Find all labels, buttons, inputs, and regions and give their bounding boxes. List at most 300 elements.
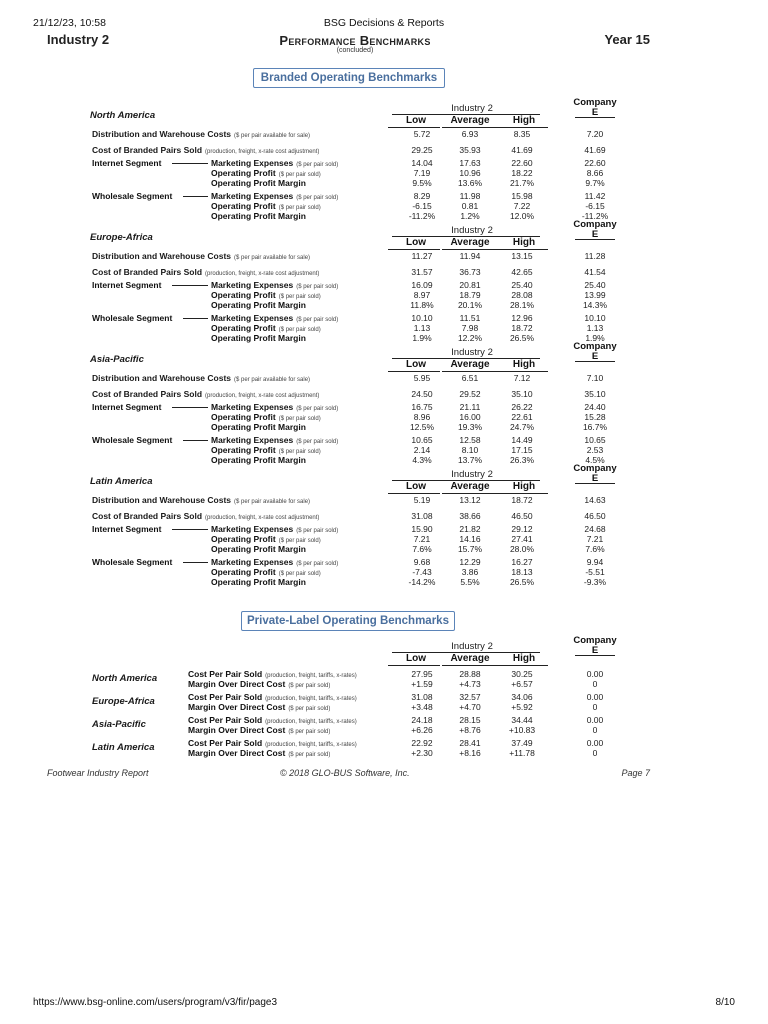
col-company-header: Company xyxy=(573,97,617,108)
value-high: 34.44 xyxy=(511,715,533,725)
cost-per-pair-label xyxy=(188,738,357,748)
value-high: 29.12 xyxy=(511,524,533,534)
operating-profit-label xyxy=(211,290,321,300)
report-footer-copyright: © 2018 GLO-BUS Software, Inc. xyxy=(280,768,410,778)
value-company: 24.68 xyxy=(584,524,606,534)
col-high-header: High xyxy=(512,653,536,664)
value-average: +4.70 xyxy=(459,702,481,712)
cost-pairs-sold-label-note: (production, freight, x-rate cost adjustment) xyxy=(205,149,320,155)
value-low: 11.27 xyxy=(411,251,433,261)
value-average: 12.29 xyxy=(459,557,481,567)
value-average: 13.6% xyxy=(457,178,483,188)
cost-pairs-sold-label-note: (production, freight, x-rate cost adjustment) xyxy=(205,271,320,277)
segment-connector xyxy=(172,529,208,530)
value-company: 14.63 xyxy=(584,495,606,505)
internet-segment-label: Internet Segment xyxy=(92,402,162,412)
col-average-header: Average xyxy=(450,481,490,492)
value-low: 5.72 xyxy=(413,129,431,139)
value-average: 6.51 xyxy=(461,373,479,383)
value-company: -11.2% xyxy=(581,211,609,221)
operating-profit-label-note: ($ per pair sold) xyxy=(278,416,321,422)
value-company: 0 xyxy=(592,725,598,735)
distribution-costs-label xyxy=(92,373,310,383)
marketing-expenses-label xyxy=(211,557,338,567)
marketing-expenses-label xyxy=(211,435,338,445)
value-low: -11.2% xyxy=(408,211,436,221)
marketing-expenses-label-note: ($ per pair sold) xyxy=(296,317,339,323)
value-average: 29.52 xyxy=(459,389,481,399)
cost-pairs-sold-label-text: Cost of Branded Pairs Sold xyxy=(92,511,203,521)
distribution-costs-label xyxy=(92,251,310,261)
operating-profit-label-note: ($ per pair sold) xyxy=(278,172,321,178)
value-high: 7.12 xyxy=(513,373,531,383)
col-group-label: Industry 2 xyxy=(451,225,493,236)
col-company-underline xyxy=(575,483,615,484)
col-header-underline xyxy=(442,127,500,128)
col-header-underline xyxy=(388,371,440,372)
region-title: Latin America xyxy=(90,476,153,487)
distribution-costs-label xyxy=(92,129,310,139)
region-title: Asia-Pacific xyxy=(92,719,146,730)
value-low: +1.59 xyxy=(411,679,433,689)
marketing-expenses-label xyxy=(211,402,338,412)
marketing-expenses-label xyxy=(211,191,338,201)
value-high: 12.96 xyxy=(511,313,533,323)
value-low: -6.15 xyxy=(412,201,432,211)
col-company-underline xyxy=(575,361,615,362)
value-low: 4.3% xyxy=(412,455,432,465)
value-low: 31.08 xyxy=(411,511,433,521)
value-average: 28.88 xyxy=(459,669,481,679)
value-low: 22.92 xyxy=(411,738,433,748)
col-company-underline xyxy=(575,655,615,656)
value-low: 29.25 xyxy=(411,145,433,155)
value-average: 1.2% xyxy=(460,211,480,221)
value-company: 10.10 xyxy=(584,313,606,323)
value-low: 16.09 xyxy=(411,280,433,290)
value-high: 42.65 xyxy=(511,267,533,277)
value-low: 27.95 xyxy=(411,669,433,679)
operating-profit-label-text: Operating Profit xyxy=(211,323,276,333)
value-average: 38.66 xyxy=(459,511,481,521)
value-average: +8.16 xyxy=(459,748,481,758)
operating-profit-label-text: Operating Profit xyxy=(211,412,276,422)
margin-direct-cost-label-note: ($ per pair sold) xyxy=(288,729,331,735)
marketing-expenses-label-text: Marketing Expenses xyxy=(211,191,294,201)
region-title: Europe-Africa xyxy=(92,696,155,707)
value-high: 12.0% xyxy=(509,211,535,221)
operating-margin-label-text: Operating Profit Margin xyxy=(211,544,306,554)
distribution-costs-label-note: ($ per pair available for sale) xyxy=(234,377,311,383)
value-low: -14.2% xyxy=(408,577,436,587)
branded-section-title: Branded Operating Benchmarks xyxy=(253,68,445,88)
operating-margin-label-text: Operating Profit Margin xyxy=(211,300,306,310)
value-average: 3.86 xyxy=(461,567,479,577)
value-high: 28.0% xyxy=(509,544,535,554)
value-company: 0.00 xyxy=(586,738,604,748)
operating-profit-label xyxy=(211,201,321,211)
value-high: 22.60 xyxy=(511,158,533,168)
value-average: 21.82 xyxy=(459,524,481,534)
value-low: 7.19 xyxy=(413,168,431,178)
value-low: 10.10 xyxy=(411,313,433,323)
col-low-header: Low xyxy=(406,481,426,492)
value-company: 11.28 xyxy=(584,251,606,261)
margin-direct-cost-label xyxy=(188,725,330,735)
value-low: 31.57 xyxy=(411,267,433,277)
margin-direct-cost-label xyxy=(188,679,330,689)
operating-profit-label-text: Operating Profit xyxy=(211,290,276,300)
value-low: 9.68 xyxy=(413,557,431,567)
value-high: 37.49 xyxy=(511,738,533,748)
value-company: 0.00 xyxy=(586,715,604,725)
value-average: 5.5% xyxy=(460,577,480,587)
distribution-costs-label-text: Distribution and Warehouse Costs xyxy=(92,129,232,139)
value-average: 28.15 xyxy=(459,715,481,725)
value-company: 7.20 xyxy=(586,129,604,139)
marketing-expenses-label xyxy=(211,524,338,534)
cost-pairs-sold-label xyxy=(92,389,319,399)
cost-per-pair-label-text: Cost Per Pair Sold xyxy=(188,669,263,679)
value-company: 9.7% xyxy=(585,178,605,188)
col-header-underline xyxy=(442,493,500,494)
value-high: 27.41 xyxy=(511,534,533,544)
cost-per-pair-label-note: (production, freight, tariffs, x-rates) xyxy=(265,673,357,679)
value-high: +11.78 xyxy=(509,748,535,758)
distribution-costs-label-note: ($ per pair available for sale) xyxy=(234,133,311,139)
report-subtitle: (concluded) xyxy=(336,47,374,54)
col-header-underline xyxy=(442,249,500,250)
value-average: 36.73 xyxy=(459,267,481,277)
value-high: 18.22 xyxy=(511,168,533,178)
operating-profit-label-note: ($ per pair sold) xyxy=(278,327,321,333)
col-header-underline xyxy=(388,493,440,494)
margin-direct-cost-label xyxy=(188,748,330,758)
value-high: 16.27 xyxy=(511,557,533,567)
col-header-underline xyxy=(500,127,548,128)
value-high: 21.7% xyxy=(509,178,535,188)
col-header-underline xyxy=(500,371,548,372)
col-company-id: E xyxy=(591,473,599,484)
operating-profit-label-text: Operating Profit xyxy=(211,534,276,544)
value-high: 26.5% xyxy=(509,577,535,587)
col-company-underline xyxy=(575,239,615,240)
value-high: 24.7% xyxy=(509,422,535,432)
col-header-underline xyxy=(442,371,500,372)
value-high: 26.22 xyxy=(511,402,533,412)
col-average-header: Average xyxy=(450,359,490,370)
value-average: 32.57 xyxy=(459,692,481,702)
value-average: 13.12 xyxy=(459,495,481,505)
report-footer-left: Footwear Industry Report xyxy=(47,768,149,778)
operating-margin-label xyxy=(211,211,306,221)
col-group-label: Industry 2 xyxy=(451,347,493,358)
col-high-header: High xyxy=(512,115,536,126)
cost-pairs-sold-label-note: (production, freight, x-rate cost adjustment) xyxy=(205,393,320,399)
region-title: Asia-Pacific xyxy=(90,354,144,365)
cost-pairs-sold-label xyxy=(92,145,319,155)
report-footer-page: Page 7 xyxy=(621,768,650,778)
col-company-id: E xyxy=(591,645,599,656)
value-low: 24.50 xyxy=(411,389,433,399)
value-company: 0 xyxy=(592,748,598,758)
operating-profit-label-note: ($ per pair sold) xyxy=(278,449,321,455)
col-group-label: Industry 2 xyxy=(451,641,493,652)
value-average: +4.73 xyxy=(459,679,481,689)
value-high: 8.35 xyxy=(513,129,531,139)
value-average: 35.93 xyxy=(459,145,481,155)
value-low: 15.90 xyxy=(411,524,433,534)
distribution-costs-label-text: Distribution and Warehouse Costs xyxy=(92,373,232,383)
cost-per-pair-label-text: Cost Per Pair Sold xyxy=(188,738,263,748)
value-high: 18.72 xyxy=(511,495,533,505)
value-company: 0 xyxy=(592,702,598,712)
col-high-header: High xyxy=(512,359,536,370)
value-average: 16.00 xyxy=(459,412,481,422)
marketing-expenses-label-note: ($ per pair sold) xyxy=(296,406,339,412)
distribution-costs-label-note: ($ per pair available for sale) xyxy=(234,255,311,261)
value-low: 31.08 xyxy=(411,692,433,702)
operating-margin-label xyxy=(211,333,306,343)
value-high: 26.5% xyxy=(509,333,535,343)
value-low: 24.18 xyxy=(411,715,433,725)
cost-pairs-sold-label-text: Cost of Branded Pairs Sold xyxy=(92,145,203,155)
col-average-header: Average xyxy=(450,237,490,248)
value-company: 0 xyxy=(592,679,598,689)
value-company: -5.51 xyxy=(585,567,605,577)
industry-label: Industry 2 xyxy=(47,32,110,47)
marketing-expenses-label-text: Marketing Expenses xyxy=(211,402,294,412)
operating-margin-label xyxy=(211,544,306,554)
operating-profit-label-note: ($ per pair sold) xyxy=(278,538,321,544)
marketing-expenses-label-note: ($ per pair sold) xyxy=(296,162,339,168)
value-low: 7.21 xyxy=(413,534,431,544)
cost-per-pair-label-note: (production, freight, tariffs, x-rates) xyxy=(265,696,357,702)
value-company: 11.42 xyxy=(584,191,606,201)
value-low: 7.6% xyxy=(412,544,432,554)
value-company: 0.00 xyxy=(586,692,604,702)
value-company: 14.3% xyxy=(582,300,608,310)
value-high: +5.92 xyxy=(511,702,533,712)
value-low: 8.97 xyxy=(413,290,431,300)
print-page-count: 8/10 xyxy=(715,997,735,1008)
col-low-header: Low xyxy=(406,237,426,248)
print-url: https://www.bsg-online.com/users/program/v3/fir/page3 xyxy=(33,997,277,1008)
value-high: 25.40 xyxy=(511,280,533,290)
operating-profit-label-text: Operating Profit xyxy=(211,168,276,178)
cost-pairs-sold-label-note: (production, freight, x-rate cost adjustment) xyxy=(205,515,320,521)
col-header-underline xyxy=(388,665,440,666)
report-title: Performance Benchmarks xyxy=(279,33,431,48)
marketing-expenses-label-text: Marketing Expenses xyxy=(211,313,294,323)
value-company: 25.40 xyxy=(584,280,606,290)
print-datetime: 21/12/23, 10:58 xyxy=(33,17,106,29)
margin-direct-cost-label xyxy=(188,702,330,712)
col-company-header: Company xyxy=(573,463,617,474)
value-low: +3.48 xyxy=(411,702,433,712)
operating-margin-label xyxy=(211,178,306,188)
region-title: North America xyxy=(90,110,156,121)
col-high-header: High xyxy=(512,237,536,248)
value-company: 8.66 xyxy=(586,168,604,178)
value-company: 0.00 xyxy=(586,669,604,679)
value-high: 35.10 xyxy=(511,389,533,399)
wholesale-segment-label: Wholesale Segment xyxy=(92,435,173,445)
operating-profit-label-text: Operating Profit xyxy=(211,445,276,455)
value-low: 9.5% xyxy=(412,178,432,188)
value-high: 26.3% xyxy=(509,455,535,465)
value-low: 8.96 xyxy=(413,412,431,422)
operating-profit-label xyxy=(211,323,321,333)
value-average: 15.7% xyxy=(457,544,483,554)
marketing-expenses-label-note: ($ per pair sold) xyxy=(296,561,339,567)
cost-pairs-sold-label-text: Cost of Branded Pairs Sold xyxy=(92,389,203,399)
value-low: +2.30 xyxy=(411,748,433,758)
col-company-id: E xyxy=(591,107,599,118)
value-low: 2.14 xyxy=(413,445,431,455)
col-low-header: Low xyxy=(406,653,426,664)
value-low: +6.26 xyxy=(411,725,433,735)
value-average: 12.58 xyxy=(459,435,481,445)
marketing-expenses-label-note: ($ per pair sold) xyxy=(296,439,339,445)
marketing-expenses-label xyxy=(211,280,338,290)
col-company-header: Company xyxy=(573,635,617,646)
value-average: 8.10 xyxy=(461,445,479,455)
cost-pairs-sold-label xyxy=(92,267,319,277)
region-title: Latin America xyxy=(92,742,155,753)
col-average-header: Average xyxy=(450,115,490,126)
segment-connector xyxy=(172,285,208,286)
value-company: 41.69 xyxy=(584,145,606,155)
value-average: 7.98 xyxy=(461,323,479,333)
col-company-underline xyxy=(575,117,615,118)
operating-margin-label-text: Operating Profit Margin xyxy=(211,211,306,221)
col-low-header: Low xyxy=(406,359,426,370)
operating-margin-label xyxy=(211,455,306,465)
value-company: 22.60 xyxy=(584,158,606,168)
value-low: 8.29 xyxy=(413,191,431,201)
marketing-expenses-label-text: Marketing Expenses xyxy=(211,524,294,534)
col-header-underline xyxy=(388,127,440,128)
cost-per-pair-label-text: Cost Per Pair Sold xyxy=(188,715,263,725)
internet-segment-label: Internet Segment xyxy=(92,158,162,168)
operating-profit-label xyxy=(211,168,321,178)
cost-per-pair-label xyxy=(188,669,357,679)
value-company: -6.15 xyxy=(585,201,605,211)
value-average: 11.94 xyxy=(459,251,481,261)
operating-profit-label xyxy=(211,412,321,422)
value-average: 14.16 xyxy=(459,534,481,544)
browser-print-header xyxy=(33,17,735,31)
col-header-underline xyxy=(500,493,548,494)
value-average: 17.63 xyxy=(459,158,481,168)
value-high: 41.69 xyxy=(511,145,533,155)
value-company: 4.5% xyxy=(585,455,605,465)
value-high: 14.49 xyxy=(511,435,533,445)
value-company: 9.94 xyxy=(586,557,604,567)
region-title: Europe-Africa xyxy=(90,232,153,243)
year-label: Year 15 xyxy=(604,32,650,47)
value-average: 13.7% xyxy=(457,455,483,465)
value-average: 11.98 xyxy=(459,191,481,201)
wholesale-segment-label: Wholesale Segment xyxy=(92,313,173,323)
value-average: 6.93 xyxy=(461,129,479,139)
marketing-expenses-label xyxy=(211,313,338,323)
segment-connector xyxy=(172,163,208,164)
value-company: 2.53 xyxy=(586,445,604,455)
value-high: 15.98 xyxy=(511,191,533,201)
value-company: 41.54 xyxy=(584,267,606,277)
marketing-expenses-label-text: Marketing Expenses xyxy=(211,435,294,445)
wholesale-segment-label: Wholesale Segment xyxy=(92,191,173,201)
operating-margin-label xyxy=(211,300,306,310)
operating-profit-label-text: Operating Profit xyxy=(211,567,276,577)
value-company: 1.13 xyxy=(586,323,604,333)
operating-profit-label-text: Operating Profit xyxy=(211,201,276,211)
col-header-underline xyxy=(442,665,500,666)
value-average: 21.11 xyxy=(459,402,481,412)
value-company: 46.50 xyxy=(584,511,606,521)
col-low-header: Low xyxy=(406,115,426,126)
col-company-header: Company xyxy=(573,219,617,230)
value-low: 5.19 xyxy=(413,495,431,505)
wholesale-segment-label: Wholesale Segment xyxy=(92,557,173,567)
marketing-expenses-label-note: ($ per pair sold) xyxy=(296,195,339,201)
margin-direct-cost-label-note: ($ per pair sold) xyxy=(288,752,331,758)
value-company: 7.21 xyxy=(586,534,604,544)
value-company: -9.3% xyxy=(583,577,607,587)
value-company: 7.10 xyxy=(586,373,604,383)
operating-margin-label-text: Operating Profit Margin xyxy=(211,178,306,188)
value-company: 15.28 xyxy=(584,412,606,422)
value-low: 10.65 xyxy=(411,435,433,445)
internet-segment-label: Internet Segment xyxy=(92,280,162,290)
operating-profit-label xyxy=(211,445,321,455)
operating-profit-label-note: ($ per pair sold) xyxy=(278,205,321,211)
value-high: 28.1% xyxy=(509,300,535,310)
cost-pairs-sold-label xyxy=(92,511,319,521)
internet-segment-label: Internet Segment xyxy=(92,524,162,534)
value-low: 12.5% xyxy=(409,422,435,432)
value-low: 1.9% xyxy=(412,333,432,343)
operating-profit-label-note: ($ per pair sold) xyxy=(278,294,321,300)
marketing-expenses-label-note: ($ per pair sold) xyxy=(296,284,339,290)
cost-per-pair-label-text: Cost Per Pair Sold xyxy=(188,692,263,702)
operating-margin-label xyxy=(211,422,306,432)
value-average: 10.96 xyxy=(459,168,481,178)
value-company: 1.9% xyxy=(585,333,605,343)
col-group-label: Industry 2 xyxy=(451,469,493,480)
col-company-id: E xyxy=(591,229,599,240)
value-average: 18.79 xyxy=(459,290,481,300)
value-average: 0.81 xyxy=(461,201,479,211)
operating-margin-label-text: Operating Profit Margin xyxy=(211,455,306,465)
segment-connector xyxy=(172,407,208,408)
marketing-expenses-label-note: ($ per pair sold) xyxy=(296,528,339,534)
value-average: 20.1% xyxy=(457,300,483,310)
margin-direct-cost-label-text: Margin Over Direct Cost xyxy=(188,702,286,712)
value-high: 13.15 xyxy=(511,251,533,261)
value-company: 13.99 xyxy=(584,290,606,300)
value-company: 35.10 xyxy=(584,389,606,399)
print-page-title: BSG Decisions & Reports xyxy=(323,17,445,29)
distribution-costs-label xyxy=(92,495,310,505)
segment-connector xyxy=(183,196,208,197)
col-average-header: Average xyxy=(450,653,490,664)
cost-per-pair-label-note: (production, freight, tariffs, x-rates) xyxy=(265,719,357,725)
operating-margin-label xyxy=(211,577,306,587)
value-company: 16.7% xyxy=(582,422,608,432)
